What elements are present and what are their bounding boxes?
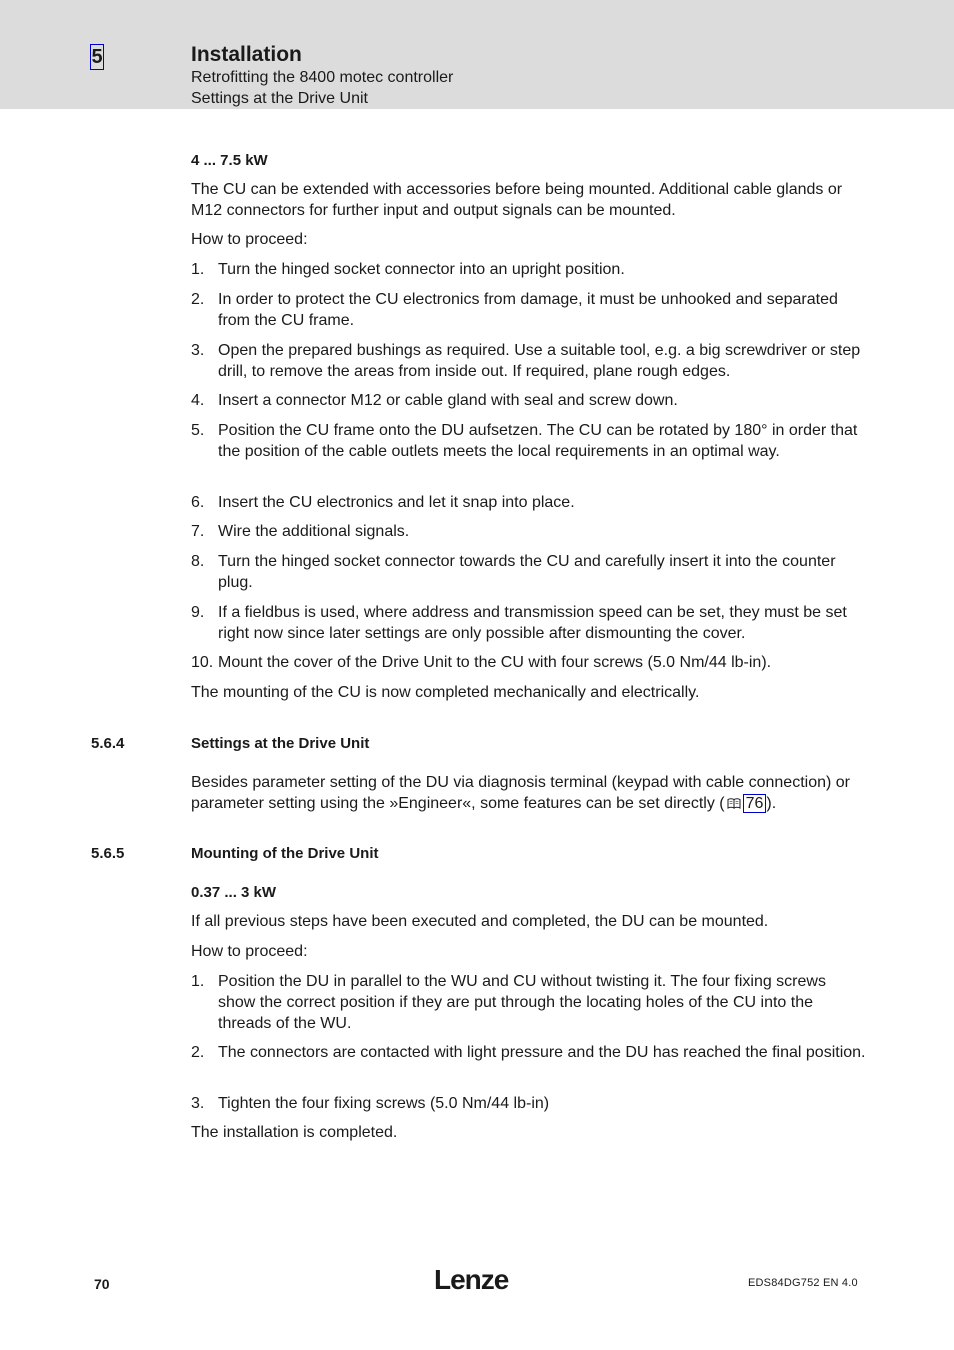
list-text: Open the prepared bushings as required. Use a suitable tool, e.g. a big screwdriver or step drill, to remove the areas from inside out. If required, plane rough edges. [218,342,861,380]
list-text: In order to protect the CU electronics from damage, it must be unhooked and separated from the CU frame. [218,291,838,329]
list-number: 6. [191,494,205,511]
list-item [191,602,866,644]
list-item [191,521,866,542]
list-number: 5. [191,422,205,439]
how-to-proceed-label: How to proceed: [191,231,308,248]
list-item [191,652,866,673]
list-text: Position the DU in parallel to the WU and CU without twisting it. The four fixing screws show the correct position if they are put through the locating holes of the CU into the threads of the WU. [218,973,826,1032]
list-number: 2. [191,291,205,308]
list-number: 9. [191,604,205,621]
section-number-5-6-5: 5.6.5 [91,845,125,862]
logo-text: Lenze [434,1264,509,1294]
list-number: 4. [191,392,205,409]
list-item [191,340,866,382]
list-text: If a fieldbus is used, where address and transmission speed can be set, they must be set right now since later settings are only possible after dismounting the cover. [218,604,847,642]
list-item [191,1093,866,1114]
power-range-heading-4-7-5kw: 4 ... 7.5 kW [191,152,268,169]
list-text: Turn the hinged socket connector towards the CU and carefully insert it into the counter plug. [218,553,836,591]
section-number-5-6-4: 5.6.4 [91,735,125,752]
list-number: 3. [191,1095,205,1112]
page-reference-link[interactable]: 76 [743,794,767,813]
cu-mounting-conclusion: The mounting of the CU is now completed mechanically and electrically. [191,684,700,701]
list-text: Insert a connector M12 or cable gland with seal and screw down. [218,392,678,409]
list-text: Wire the additional signals. [218,523,410,540]
list-text: Tighten the four fixing screws (5.0 Nm/44 lb-in) [218,1095,550,1112]
power-range-heading-0-37-3kw: 0.37 ... 3 kW [191,884,277,901]
page-header [0,0,954,109]
list-item [191,1042,866,1063]
settings-text-after: ). [766,795,777,812]
list-text: The connectors are contacted with light pressure and the DU has reached the final position. [218,1044,866,1061]
list-text: Mount the cover of the Drive Unit to the CU with four screws (5.0 Nm/44 lb-in). [218,654,772,671]
list-item [191,259,866,280]
header-subtitle-1: Retrofitting the 8400 motec controller [191,69,454,86]
how-to-proceed-label: How to proceed: [191,943,308,960]
list-text: Turn the hinged socket connector into an upright position. [218,261,625,278]
list-item [191,390,866,411]
list-number: 8. [191,553,205,570]
document-id: EDS84DG752 EN 4.0 [748,1277,858,1289]
list-number: 10. [191,654,214,671]
list-item [191,289,866,331]
list-item [191,420,866,462]
settings-text-before: Besides parameter setting of the DU via diagnosis terminal (keypad with cable connection) or parameter setting using the »Engineer«, some features can be set directly ( [191,774,850,812]
list-text: Position the CU frame onto the DU aufsetzen. The CU can be rotated by 180° in order that the position of the cable outlets meets the local requirements in an optimal way. [218,422,858,460]
page-number: 70 [94,1276,110,1292]
list-number: 1. [191,973,205,990]
list-number: 3. [191,342,205,359]
settings-drive-unit-paragraph [191,772,866,814]
chapter-number-link[interactable]: 5 [91,46,103,68]
chapter-title: Installation [191,43,302,66]
section-title-mounting-drive-unit: Mounting of the Drive Unit [191,845,379,862]
du-mounting-intro: If all previous steps have been executed and completed, the DU can be mounted. [191,913,769,930]
section-title-settings-drive-unit: Settings at the Drive Unit [191,735,370,752]
list-text: Insert the CU electronics and let it snap into place. [218,494,575,511]
cu-accessories-intro: The CU can be extended with accessories before being mounted. Additional cable glands or M12 connectors for further input and output signals can be mounted. [191,181,843,219]
list-number: 7. [191,523,205,540]
list-item [191,971,866,1034]
list-item [191,492,866,513]
list-number: 1. [191,261,205,278]
installation-complete-text: The installation is completed. [191,1124,398,1141]
header-subtitle-2: Settings at the Drive Unit [191,90,368,107]
list-number: 2. [191,1044,205,1061]
list-item [191,551,866,593]
lenze-logo [434,1264,516,1294]
book-icon [727,798,741,809]
